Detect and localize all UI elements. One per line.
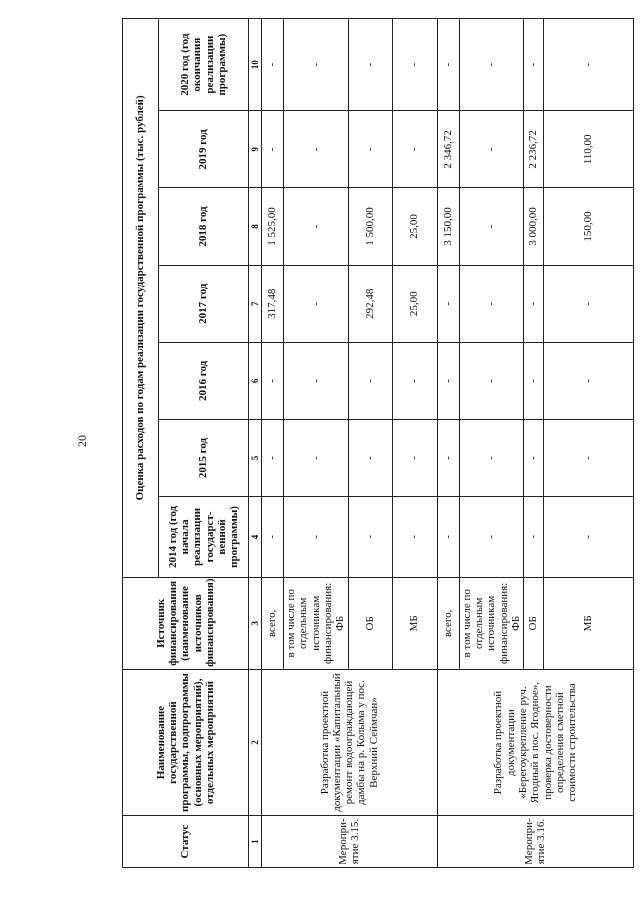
col-number: 10 xyxy=(249,19,262,111)
value-cell: - xyxy=(284,111,349,188)
value-cell: - xyxy=(348,342,392,419)
value-cell: - xyxy=(284,265,349,342)
header-year: 2020 год (год окончания реализации программы) xyxy=(159,19,249,111)
row-source: в том числе по отдельным источникам финансирования: ФБ xyxy=(459,577,524,669)
row-source: МБ xyxy=(392,577,437,669)
value-cell: 2 236,72 xyxy=(524,111,544,188)
row-source: всего, xyxy=(437,577,459,669)
value-cell: 2 346,72 xyxy=(437,111,459,188)
value-cell: - xyxy=(392,111,437,188)
value-cell: - xyxy=(459,342,524,419)
value-cell: - xyxy=(262,419,284,496)
value-cell: - xyxy=(459,188,524,265)
value-cell: 150,00 xyxy=(544,188,634,265)
value-cell: - xyxy=(437,19,459,111)
value-cell: - xyxy=(544,342,634,419)
header-year: 2018 год xyxy=(159,188,249,265)
col-number: 5 xyxy=(249,419,262,496)
row-status: Меропри-ятие 3.16. xyxy=(437,816,634,868)
value-cell: - xyxy=(544,265,634,342)
header-year: 2014 год (год начала реализации государст-венной программы) xyxy=(159,497,249,578)
value-cell: - xyxy=(524,419,544,496)
col-number: 6 xyxy=(249,342,262,419)
value-cell: - xyxy=(524,497,544,578)
value-cell: - xyxy=(459,19,524,111)
value-cell: - xyxy=(284,419,349,496)
value-cell: - xyxy=(284,188,349,265)
value-cell: - xyxy=(392,342,437,419)
header-estimate: Оценка расходов по годам реализации государственной программы (тыс. рублей) xyxy=(123,19,159,578)
row-source: ОБ xyxy=(524,577,544,669)
value-cell: - xyxy=(348,419,392,496)
value-cell: - xyxy=(284,497,349,578)
row-source: ОБ xyxy=(348,577,392,669)
value-cell: - xyxy=(392,497,437,578)
col-number: 4 xyxy=(249,497,262,578)
header-source: Источник финансирования (наименование источников финансирования) xyxy=(123,577,249,669)
rotated-page xyxy=(122,18,632,868)
value-cell: - xyxy=(459,497,524,578)
value-cell: - xyxy=(284,19,349,111)
row-source: всего, xyxy=(262,577,284,669)
value-cell: - xyxy=(524,265,544,342)
value-cell: - xyxy=(459,111,524,188)
value-cell: - xyxy=(437,497,459,578)
col-number: 3 xyxy=(249,577,262,669)
table-row xyxy=(437,19,459,868)
value-cell: 25,00 xyxy=(392,188,437,265)
col-number: 8 xyxy=(249,188,262,265)
value-cell: 1 525,00 xyxy=(262,188,284,265)
page-number: 20 xyxy=(75,435,89,447)
col-number: 9 xyxy=(249,111,262,188)
value-cell: 292,48 xyxy=(348,265,392,342)
value-cell: - xyxy=(262,111,284,188)
value-cell: - xyxy=(284,342,349,419)
value-cell: - xyxy=(348,19,392,111)
header-year: 2015 год xyxy=(159,419,249,496)
value-cell: - xyxy=(348,497,392,578)
value-cell: - xyxy=(437,419,459,496)
header-year: 2016 год xyxy=(159,342,249,419)
budget-table xyxy=(122,18,634,868)
value-cell: - xyxy=(459,419,524,496)
header-year: 2017 год xyxy=(159,265,249,342)
col-number: 2 xyxy=(249,669,262,815)
value-cell: - xyxy=(262,497,284,578)
header-year: 2019 год xyxy=(159,111,249,188)
col-number: 1 xyxy=(249,816,262,868)
value-cell: 110,00 xyxy=(544,111,634,188)
header-name: Наименование государственной программы, подпрограммы (основных мероприятий), отдельных мероприятий xyxy=(123,669,249,815)
value-cell: 317,48 xyxy=(262,265,284,342)
value-cell: - xyxy=(524,342,544,419)
value-cell: 3 150,00 xyxy=(437,188,459,265)
value-cell: - xyxy=(262,342,284,419)
value-cell: - xyxy=(437,342,459,419)
row-source: в том числе по отдельным источникам финансирования: ФБ xyxy=(284,577,349,669)
value-cell: - xyxy=(262,19,284,111)
value-cell: 25,00 xyxy=(392,265,437,342)
value-cell: - xyxy=(544,19,634,111)
row-name: Разработка проектной документации «Берегоукрепление руч. Ягодный в пос. Ягодное», проверка достоверности определения сметной стоимости строительства xyxy=(437,669,634,815)
row-status: Меропри-ятие 3.15. xyxy=(262,816,438,868)
value-cell: 3 000,00 xyxy=(524,188,544,265)
value-cell: - xyxy=(392,419,437,496)
value-cell: - xyxy=(348,111,392,188)
value-cell: - xyxy=(459,265,524,342)
row-name: Разработка проектной документации «Капитальный ремонт водоограждающей дамбы на р. Колыма у пос. Верхний Сеймчан» xyxy=(262,669,438,815)
value-cell: - xyxy=(544,419,634,496)
col-number: 7 xyxy=(249,265,262,342)
table-row xyxy=(262,19,284,868)
value-cell: 1 500,00 xyxy=(348,188,392,265)
row-source: МБ xyxy=(544,577,634,669)
header-status: Статус xyxy=(123,816,249,868)
value-cell: - xyxy=(544,497,634,578)
value-cell: - xyxy=(392,19,437,111)
value-cell: - xyxy=(524,19,544,111)
value-cell: - xyxy=(437,265,459,342)
